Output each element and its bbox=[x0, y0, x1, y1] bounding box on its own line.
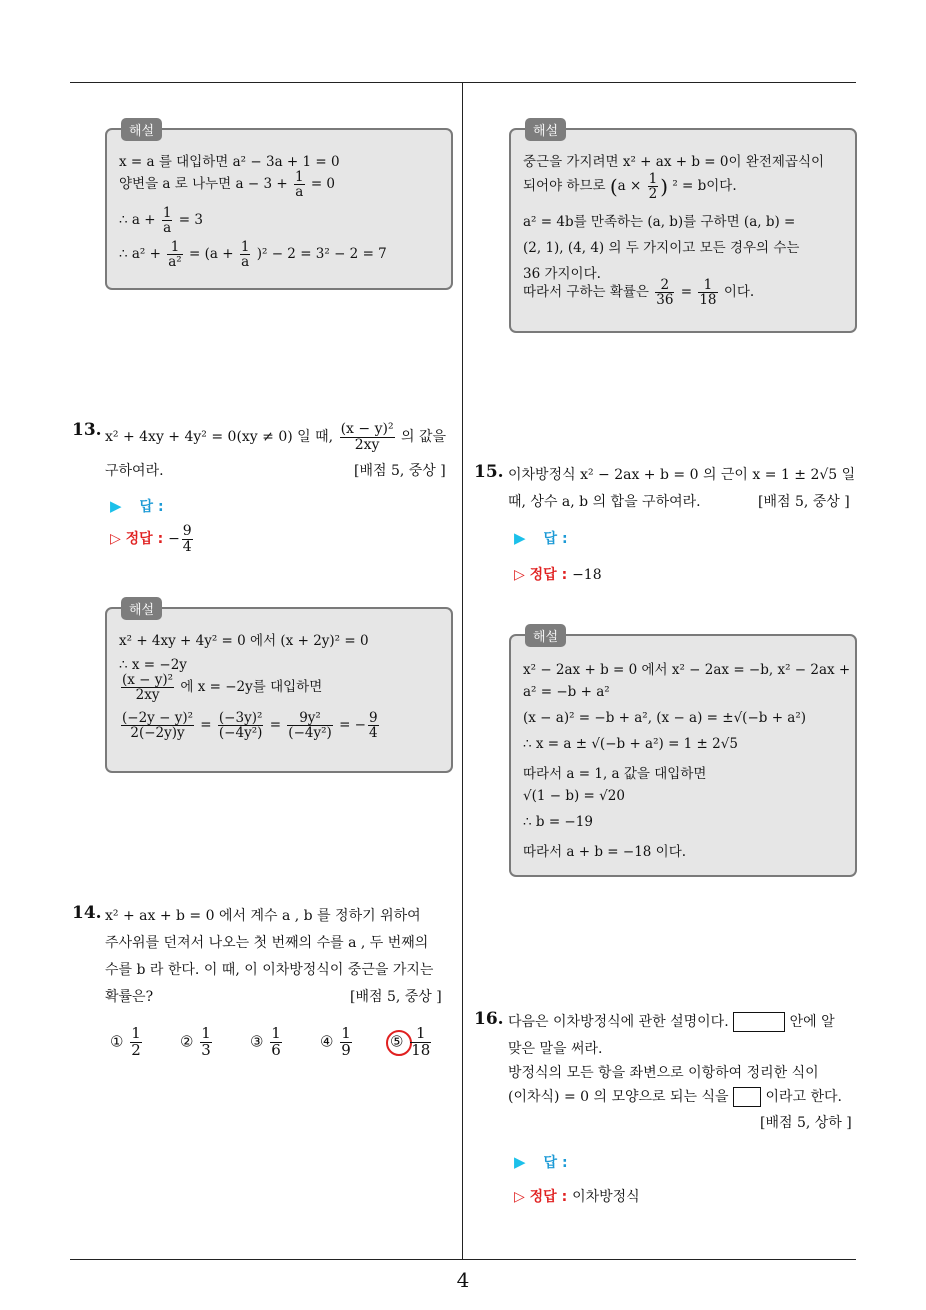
explanation-tag: 해설 bbox=[525, 624, 566, 647]
explanation-tag: 해설 bbox=[525, 118, 566, 141]
solution-line: √(1 − b) = √20 bbox=[523, 788, 625, 804]
bottom-rule bbox=[70, 1259, 856, 1260]
explanation-box-15 bbox=[509, 630, 857, 877]
explanation-box-12 bbox=[105, 124, 453, 290]
answer-field[interactable]: ▶ 답 : bbox=[514, 1153, 568, 1171]
solution-line: ∴ x = a ± √(−b + a²) = 1 ± 2√5 bbox=[523, 736, 738, 752]
explanation-box-14 bbox=[509, 124, 857, 333]
question-number: 14. bbox=[72, 903, 102, 923]
solution-line: 따라서 a = 1, a 값을 대입하면 bbox=[523, 766, 707, 782]
choice-5[interactable]: ⑤ $\frac{1}{18}$ bbox=[390, 1024, 431, 1059]
question-number: 16. bbox=[474, 1009, 504, 1029]
blank-box bbox=[733, 1087, 761, 1107]
explanation-tag: 해설 bbox=[121, 118, 162, 141]
question-number: 13. bbox=[72, 420, 102, 440]
solution-line: 양변을 a 로 나누면 a − 3 + $\frac{1}{a}$ = 0 bbox=[119, 169, 336, 201]
correct-answer: ▷ 정답 : − $\frac{9}{4}$ bbox=[110, 523, 192, 555]
question-text: 맞은 말을 써라. bbox=[508, 1041, 603, 1057]
play-icon: ▶ bbox=[110, 497, 122, 515]
play-icon: ▶ bbox=[514, 1153, 526, 1171]
outline-play-icon: ▷ bbox=[514, 567, 525, 583]
solution-line: x² + 4xy + 4y² = 0 에서 (x + 2y)² = 0 bbox=[119, 633, 369, 649]
solution-line: x = a 를 대입하면 a² − 3a + 1 = 0 bbox=[119, 154, 340, 170]
question-text: 방정식의 모든 항을 좌변으로 이항하여 정리한 식이 bbox=[508, 1065, 819, 1081]
solution-line: 따라서 구하는 확률은 $\frac{2}{36}$ = $\frac{1}{18}$ 이다. bbox=[523, 277, 755, 309]
correct-answer: ▷ 정답 : −18 bbox=[514, 567, 602, 583]
solution-line: $\frac{\text{(x − y)²}}{2xy}$ 에 x = −2y를 대입하면 bbox=[122, 672, 323, 704]
solution-line: (2, 1), (4, 4) 의 두 가지이고 모든 경우의 수는 bbox=[523, 240, 800, 256]
choice-3[interactable]: ③ $\frac{1}{6}$ bbox=[250, 1024, 281, 1059]
solution-line: 따라서 a + b = −18 이다. bbox=[523, 844, 687, 860]
explanation-box-13 bbox=[105, 603, 453, 773]
points-label: [배점 5, 중상 ] bbox=[758, 494, 850, 510]
solution-line: (x − a)² = −b + a², (x − a) = ±√(−b + a²) bbox=[523, 710, 807, 726]
question-text: x² + 4xy + 4y² = 0(xy ≠ 0) 일 때, $\frac{\text{(x − y)²}}{2xy}$ 의 값을 bbox=[105, 421, 447, 453]
choice-2[interactable]: ② $\frac{1}{3}$ bbox=[180, 1024, 211, 1059]
outline-play-icon: ▷ bbox=[514, 1189, 525, 1205]
points-label: [배점 5, 중상 ] bbox=[350, 989, 442, 1005]
solution-line: a² = 4b를 만족하는 (a, b)를 구하면 (a, b) = bbox=[523, 214, 796, 230]
question-number: 15. bbox=[474, 462, 504, 482]
top-rule bbox=[70, 82, 856, 83]
solution-line: 36 가지이다. bbox=[523, 266, 601, 282]
solution-line: ∴ b = −19 bbox=[523, 814, 593, 830]
solution-line: 되어야 하므로 (a × $\frac{1}{2}$ ) ² = b이다. bbox=[523, 171, 737, 203]
blank-box bbox=[733, 1012, 785, 1032]
solution-line: a² = −b + a² bbox=[523, 684, 610, 700]
question-text: 때, 상수 a, b 의 합을 구하여라. bbox=[508, 494, 701, 510]
explanation-tag: 해설 bbox=[121, 597, 162, 620]
play-icon: ▶ bbox=[514, 529, 526, 547]
page-number: 4 bbox=[456, 1268, 470, 1292]
question-text: x² + ax + b = 0 에서 계수 a , b 를 정하기 위하여 bbox=[105, 908, 421, 924]
points-label: [배점 5, 상하 ] bbox=[760, 1115, 852, 1131]
solution-line: ∴ x = −2y bbox=[119, 657, 187, 673]
question-text: 구하여라. bbox=[105, 463, 164, 479]
choice-4[interactable]: ④ $\frac{1}{9}$ bbox=[320, 1024, 351, 1059]
question-text: 확률은? bbox=[105, 989, 154, 1005]
question-text: 주사위를 던져서 나오는 첫 번째의 수를 a , 두 번째의 bbox=[105, 935, 429, 951]
correct-answer: ▷ 정답 : 이차방정식 bbox=[514, 1189, 640, 1205]
solution-line: $\frac{\text{(−2y − y)²}}{2(-2y)y}$ = $\frac{\text{(−3y)²}}{\text{(−4y²)}}$ = $\frac{\text{9y²}}{\text{(−4y²)}}$ = − $\frac{9}{4}$ bbox=[122, 710, 378, 742]
outline-play-icon: ▷ bbox=[110, 531, 121, 548]
points-label: [배점 5, 중상 ] bbox=[354, 463, 446, 479]
question-text: 수를 b 라 한다. 이 때, 이 이차방정식이 중근을 가지는 bbox=[105, 962, 434, 978]
question-text: (이차식) = 0 의 모양으로 되는 식을 이라고 한다. bbox=[508, 1089, 842, 1105]
choice-1[interactable]: ① $\frac{1}{2}$ bbox=[110, 1024, 141, 1059]
solution-line: ∴ a² + $\frac{1}{\text{a²}}$ = (a + $\frac{1}{a}$ )² − 2 = 3² − 2 = 7 bbox=[119, 239, 387, 271]
answer-field[interactable]: ▶ 답 : bbox=[110, 497, 164, 515]
solution-line: x² − 2ax + b = 0 에서 x² − 2ax = −b, x² − 2ax + bbox=[523, 662, 851, 678]
question-text: 다음은 이차방정식에 관한 설명이다. 안에 알 bbox=[508, 1014, 835, 1030]
solution-line: ∴ a + $\frac{1}{a}$ = 3 bbox=[119, 205, 203, 237]
column-divider bbox=[462, 82, 463, 1260]
solution-line: 중근을 가지려면 x² + ax + b = 0이 완전제곱식이 bbox=[523, 154, 825, 170]
answer-field[interactable]: ▶ 답 : bbox=[514, 529, 568, 547]
question-text: 이차방정식 x² − 2ax + b = 0 의 근이 x = 1 ± 2√5 일 bbox=[508, 467, 856, 483]
